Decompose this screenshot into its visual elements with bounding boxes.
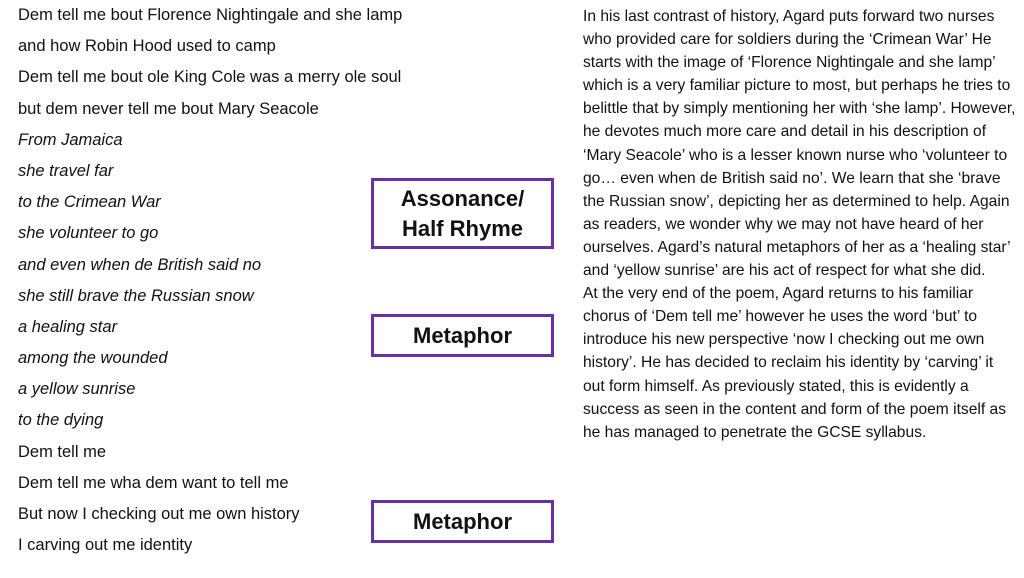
poem-line: she volunteer to go	[18, 224, 159, 243]
metaphor-label-1	[371, 314, 554, 357]
poem-line: Dem tell me	[18, 442, 107, 461]
poem-line: But now I checking out me own history	[18, 505, 300, 523]
analysis-paragraph-1: In his last contrast of history, Agard puts forward two nurses who provided care for soldiers during the ‘Crimean War’ He starts with the image of ‘Florence Nightingale and she lamp’ which is a very familiar picture to most, but perhaps he tries to belittle that by simply mentioning her with ‘she lamp’. However, he devotes much more care and detail in his description of ‘Mary Seacole’ who is a lesser known nurse who ‘volunteer to go… even when de British said no’. We learn that she ‘brave the Russian snow’, depicting her as determined to help. Again as readers, we wonder why we may not have heard of her ourselves. Agard’s natural metaphors of her as a ‘healing star’ and ‘yellow sunrise’ are his act of respect for what she did.	[583, 8, 1016, 280]
poem-line: Dem tell me wha dem want to tell me	[18, 473, 289, 492]
poem-line: and how Robin Hood used to camp	[18, 37, 276, 56]
poem-line: Dem tell me bout ole King Cole was a merry ole soul	[18, 68, 402, 87]
poem-line: to the dying	[18, 411, 104, 430]
poem-line: I carving out me identity	[18, 536, 193, 555]
assonance-label-line-1: Assonance/	[400, 185, 525, 211]
analysis-paragraph-2: At the very end of the poem, Agard returns to his familiar chorus of ‘Dem tell me’ however he uses the word ‘but’ to introduce his new perspective ‘now I checking out me own history’. He has decided to reclaim his identity by ‘carving’ it out form himself. As previously stated, this is evidently a success as seen in the content and form of the poem itself as he has managed to penetrate the GCSE syllabus.	[583, 285, 1006, 441]
poem-line: but dem never tell me bout Mary Seacole	[18, 99, 319, 118]
poem-line: a yellow sunrise	[18, 380, 136, 399]
poem-excerpt	[18, 2, 458, 563]
poem-line: a healing star	[18, 317, 118, 336]
assonance-label-line-2: Half Rhyme	[401, 215, 524, 241]
metaphor-label-2	[371, 500, 554, 543]
poem-line: she travel far	[18, 161, 114, 180]
analysis-text	[583, 5, 1019, 444]
metaphor-label-1-text: Metaphor	[413, 322, 512, 348]
poem-line: to the Crimean War	[18, 193, 161, 212]
poem-line: she still brave the Russian snow	[18, 286, 254, 305]
poem-line: and even when de British said no	[18, 255, 262, 274]
poem-line: Dem tell me bout Florence Nightingale and she lamp	[18, 6, 403, 24]
assonance-half-rhyme-label	[371, 178, 554, 249]
poem-line: From Jamaica	[18, 130, 123, 149]
metaphor-label-2-text: Metaphor	[413, 508, 512, 534]
poem-line: among the wounded	[18, 349, 168, 368]
